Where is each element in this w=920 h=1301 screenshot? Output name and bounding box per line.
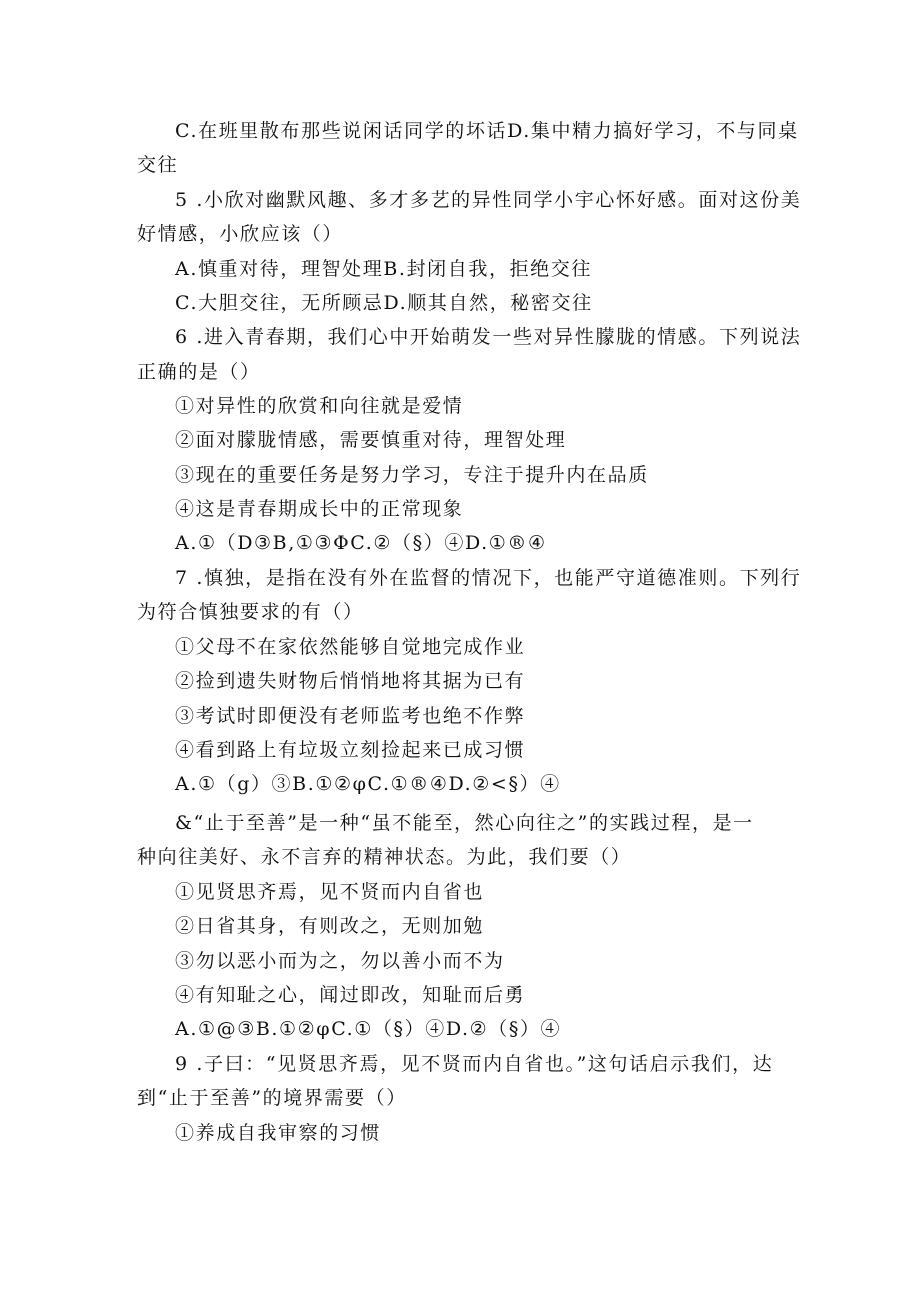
- text-line: C.在班里散布那些说闲话同学的坏话D.集中精力搞好学习，不与同桌: [175, 120, 799, 142]
- question-5-stem: 5 .小欣对幽默风趣、多才多艺的异性同学小宇心怀好感。面对这份美: [175, 189, 802, 211]
- answer-options: A.慎重对待，理智处理B.封闭自我，拒绝交往: [175, 258, 592, 280]
- statement-item: ②面对朦胧情感，需要慎重对待，理智处理: [175, 429, 567, 451]
- text-line: 种向往美好、永不言弃的精神状态。为此，我们要（）: [137, 846, 632, 868]
- answer-options: C.大胆交往，无所顾忌D.顺其自然，秘密交往: [175, 292, 593, 314]
- question-8-stem: &“止于至善”是一种“虽不能至，然心向往之”的实践过程，是一: [175, 812, 754, 834]
- question-9-stem: 9 .子曰：“见贤思齐焉，见不贤而内自省也。”这句话启示我们，达: [175, 1053, 774, 1075]
- statement-item: ④看到路上有垃圾立刻捡起来已成习惯: [175, 739, 526, 761]
- statement-item: ③考试时即便没有老师监考也绝不作弊: [175, 705, 526, 727]
- question-7-stem: 7 .慎独，是指在没有外在监督的情况下，也能严守道德准则。下列行: [175, 567, 802, 589]
- statement-item: ②日省其身，有则改之，无则加勉: [175, 915, 485, 937]
- statement-item: ①见贤思齐焉，见不贤而内自省也: [175, 881, 485, 903]
- statement-item: ①父母不在家依然能够自觉地完成作业: [175, 636, 526, 658]
- question-6-stem: 6 .进入青春期，我们心中开始萌发一些对异性朦胧的情感。下列说法: [175, 326, 802, 348]
- text-line: 为符合慎独要求的有（）: [137, 601, 364, 623]
- text-line: 好情感，小欣应该（）: [137, 223, 344, 245]
- statement-item: ④有知耻之心，闻过即改，知耻而后勇: [175, 984, 526, 1006]
- statement-item: ①对异性的欣赏和向往就是爱情: [175, 395, 464, 417]
- statement-item: ③勿以恶小而为之，勿以善小而不为: [175, 950, 505, 972]
- statement-item: ③现在的重要任务是努力学习，专注于提升内在品质: [175, 464, 649, 486]
- statement-item: ②捡到遗失财物后悄悄地将其据为已有: [175, 670, 526, 692]
- answer-options: A.①（g）③B.①②φC.①®④D.②<§）④: [175, 773, 561, 795]
- answer-options: A.①（D③B,①③ΦC.②（§）④D.①®④: [175, 532, 547, 554]
- statement-item: ①养成自我审察的习惯: [175, 1122, 382, 1144]
- text-line: 交往: [137, 154, 179, 176]
- answer-options: A.①@③B.①②φC.①（§）④D.②（§）④: [175, 1018, 562, 1040]
- text-line: 正确的是（）: [137, 361, 261, 383]
- statement-item: ④这是青春期成长中的正常现象: [175, 498, 464, 520]
- text-line: 到“止于至善”的境界需要（）: [137, 1087, 407, 1109]
